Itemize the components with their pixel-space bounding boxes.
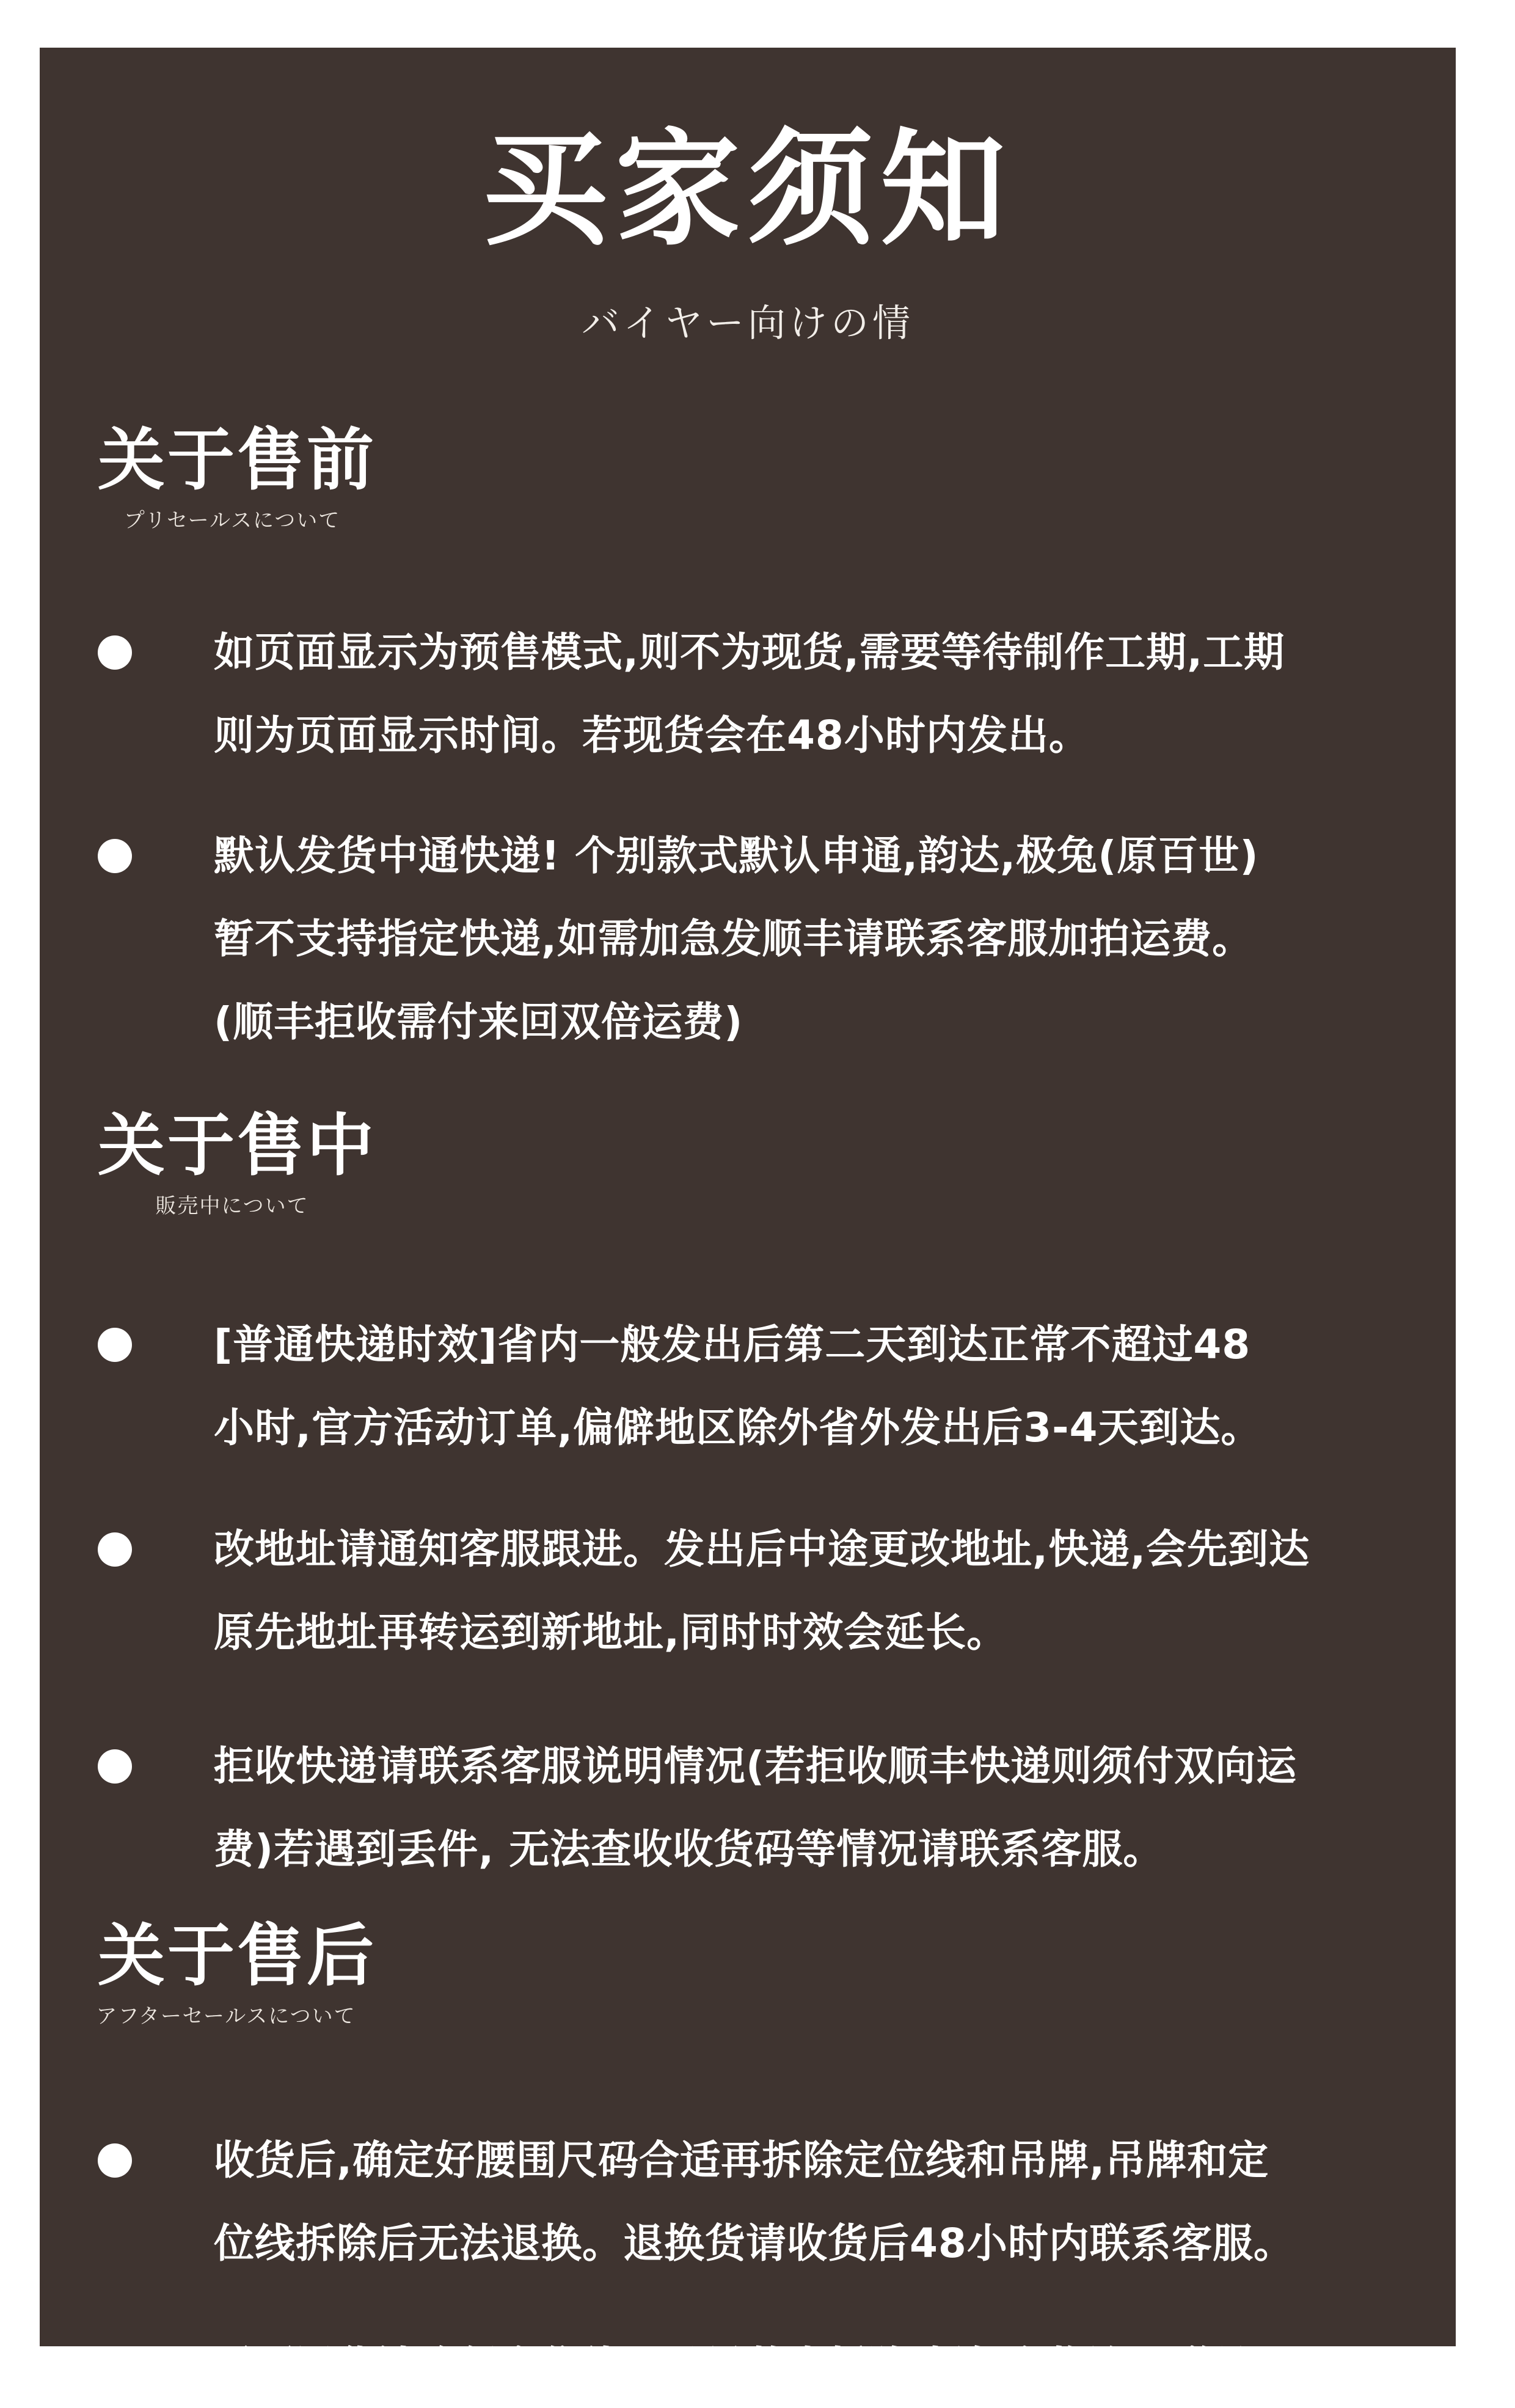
bullet-dot-icon	[98, 1749, 132, 1784]
bullet-dot-icon	[98, 1532, 132, 1567]
list-item-text: [普通快递时效]省内一般发出后第二天到达正常不超过48 小时,官方活动订单,偏僻地区除外省外发出后3-4天到达。	[214, 1321, 1262, 1451]
section-subtitle: プリセールスについて	[123, 508, 341, 533]
list-item-text: 需要退货请确保定位线以及吊牌未拆除,折好衣物连同赠品	[214, 2343, 1254, 2390]
list-item	[98, 832, 1429, 1064]
list-item	[98, 1321, 1429, 1469]
list-item	[98, 1526, 1429, 1674]
bullet-dot-icon	[98, 839, 132, 873]
list-item	[98, 629, 1429, 777]
section-title: 关于售后	[98, 1917, 376, 1995]
list-item-text: 拒收快递请联系客服说明情况(若拒收顺丰快递则须付双向运 费)若遇到丢件, 无法查收收货码等情况请联系客服。	[214, 1743, 1298, 1873]
section-title: 关于售中	[98, 1107, 376, 1185]
list-item	[98, 2343, 1429, 2408]
list-item	[98, 2137, 1429, 2285]
list-item-text: 收货后,确定好腰围尺码合适再拆除定位线和吊牌,吊牌和定 位线拆除后无法退换。退换货请收货后48小时内联系客服。	[214, 2137, 1294, 2267]
section-presale-header	[98, 421, 415, 533]
list-item-text: 改地址请通知客服跟进。发出后中途更改地址,快递,会先到达 原先地址再转运到新地址,同时时效会延长。	[214, 1526, 1310, 1656]
bullet-dot-icon	[98, 2349, 132, 2384]
page-title: 买家须知	[483, 116, 1013, 263]
section-insale-header	[98, 1107, 415, 1219]
page-subtitle: バイヤー向けの情	[581, 301, 914, 345]
bullet-dot-icon	[98, 635, 132, 670]
section-subtitle: 販売中について	[155, 1194, 309, 1218]
notice-panel	[40, 48, 1456, 2390]
section-subtitle: アフターセールスについて	[96, 2004, 356, 2029]
section-aftersale-header	[96, 1917, 415, 2029]
bullet-dot-icon	[98, 1328, 132, 1362]
list-item-text: 如页面显示为预售模式,则不为现货,需要等待制作工期,工期 则为页面显示时间。若现货会在48小时内发出。	[214, 629, 1285, 759]
section-title: 关于售前	[98, 421, 376, 499]
bullet-dot-icon	[98, 2143, 132, 2178]
list-item	[98, 1743, 1429, 1891]
list-item-text: 默认发货中通快递! 个别款式默认申通,韵达,极兔(原百世) 暂不支持指定快递,如需加急发顺丰请联系客服加拍运费。 (顺丰拒收需付来回双倍运费)	[214, 832, 1259, 1045]
